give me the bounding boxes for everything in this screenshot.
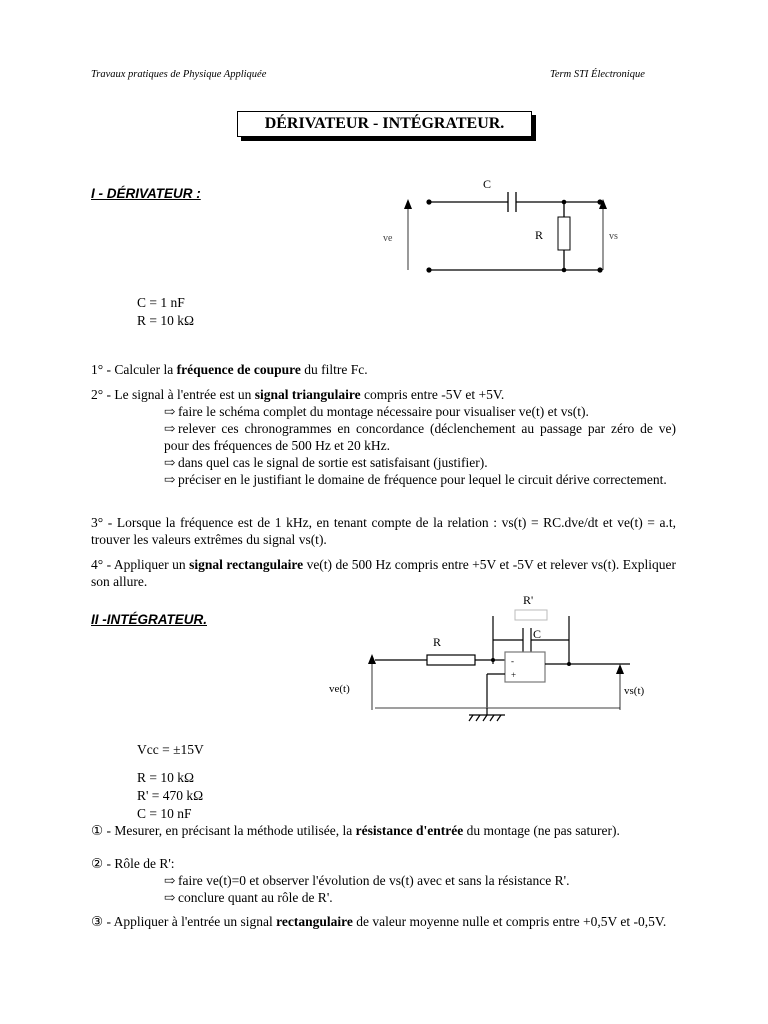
output-voltage-label: vs(t)	[624, 685, 645, 697]
output-voltage-label: vs	[609, 231, 618, 242]
page-title: DÉRIVATEUR - INTÉGRATEUR.	[237, 111, 532, 137]
section-heading-integrateur: II -INTÉGRATEUR.	[91, 612, 207, 627]
arrow-right-icon: ⇨	[164, 873, 176, 888]
bullet-item: ⇨ relever ces chronogrammes en concordance (déclenchement au passage par zéro de ve) pour des fréquences de 500 Hz et 20 kHz.	[164, 421, 676, 453]
resistor-label-r: R	[535, 228, 544, 242]
component-value-r: R = 10 kΩ	[137, 313, 195, 328]
capacitor-label-c: C	[483, 177, 492, 191]
question-circle-2: ② - Rôle de R':	[91, 856, 175, 871]
arrow-right-icon: ⇨	[164, 404, 176, 419]
bullet-item: ⇨ faire ve(t)=0 et observer l'évolution de vs(t) avec et sans la résistance R'.	[164, 873, 570, 888]
section-heading-derivateur: I - DÉRIVATEUR :	[91, 186, 201, 201]
arrow-right-icon: ⇨	[164, 421, 176, 436]
integrator-circuit-diagram	[325, 588, 655, 723]
bullet-item: ⇨ préciser en le justifiant le domaine de fréquence pour lequel le circuit dérive correctement.	[164, 472, 667, 487]
arrow-right-icon: ⇨	[164, 890, 176, 905]
question-circle-1: ① - Mesurer, en précisant la méthode utilisée, la résistance d'entrée du montage (ne pas saturer).	[91, 823, 620, 838]
differentiator-circuit-diagram	[375, 172, 635, 280]
feedback-resistor-label: R'	[523, 593, 534, 607]
question-1: 1° - Calculer la fréquence de coupure du filtre Fc.	[91, 362, 368, 377]
header-left: Travaux pratiques de Physique Appliquée	[91, 69, 267, 80]
opamp-minus-label: -	[511, 656, 514, 666]
arrow-right-icon: ⇨	[164, 472, 176, 487]
input-voltage-label: ve(t)	[329, 683, 350, 695]
bullet-item: ⇨ faire le schéma complet du montage nécessaire pour visualiser ve(t) et vs(t).	[164, 404, 589, 419]
question-3: 3° - Lorsque la fréquence est de 1 kHz, en tenant compte de la relation : vs(t) = RC.dve/dt et ve(t) = a.t, trouver les valeurs extrêmes du signal vs(t).	[91, 515, 676, 547]
supply-voltage: Vcc = ±15V	[137, 742, 204, 757]
question-4: 4° - Appliquer un signal rectangulaire ve(t) de 500 Hz compris entre +5V et -5V et relever vs(t). Expliquer son allure.	[91, 557, 677, 589]
arrow-right-icon: ⇨	[164, 455, 176, 470]
component-value-r: R = 10 kΩ	[137, 770, 195, 785]
component-value-c: C = 1 nF	[137, 295, 185, 310]
component-value-c: C = 10 nF	[137, 806, 192, 821]
question-circle-3: ③ - Appliquer à l'entrée un signal rectangulaire de valeur moyenne nulle et compris entre +0,5V et -0,5V.	[91, 914, 667, 929]
opamp-plus-label: +	[511, 670, 517, 680]
input-voltage-label: ve	[383, 233, 393, 244]
bullet-item: ⇨ conclure quant au rôle de R'.	[164, 890, 333, 905]
bullet-item: ⇨ dans quel cas le signal de sortie est satisfaisant (justifier).	[164, 455, 488, 470]
component-value-rprime: R' = 470 kΩ	[137, 788, 204, 803]
header-right: Term STI Électronique	[550, 69, 645, 80]
capacitor-label-c: C	[533, 627, 542, 641]
input-resistor-label: R	[433, 635, 442, 649]
question-2: 2° - Le signal à l'entrée est un signal triangulaire compris entre -5V et +5V.	[91, 387, 505, 402]
